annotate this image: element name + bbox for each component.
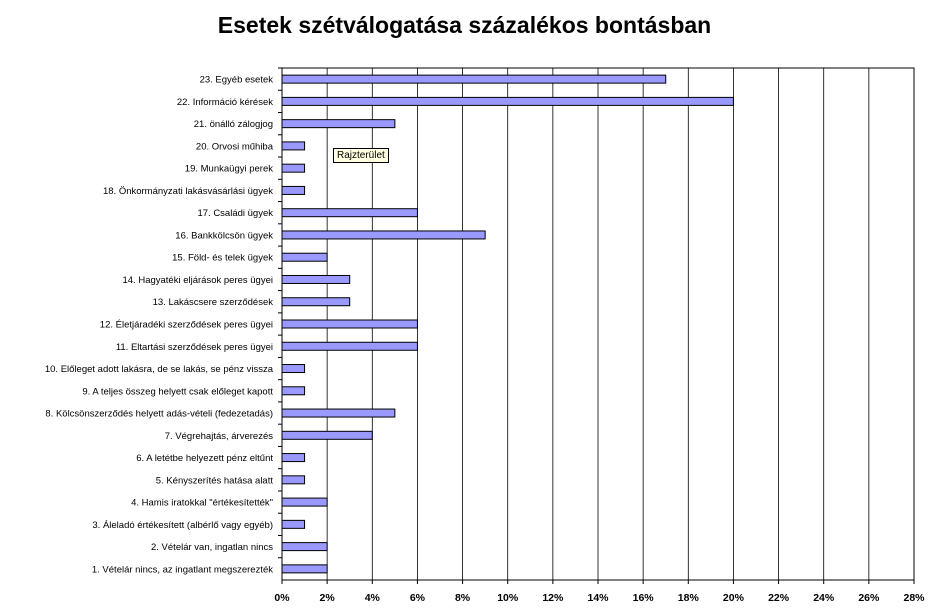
x-tick-label: 24% — [813, 592, 835, 604]
bar[interactable] — [282, 253, 327, 261]
x-tick-label: 16% — [632, 592, 654, 604]
category-label: 11. Eltartási szerződések peres ügyei — [115, 341, 273, 353]
bar[interactable] — [282, 231, 485, 239]
bar[interactable] — [282, 520, 305, 528]
bar[interactable] — [282, 275, 350, 283]
category-label: 1. Vételár nincs, az ingatlant megszerezték — [91, 564, 273, 576]
bar[interactable] — [282, 209, 417, 217]
x-tick-label: 18% — [677, 592, 699, 604]
bar[interactable] — [282, 365, 305, 373]
bar[interactable] — [282, 164, 305, 172]
category-label: 15. Föld- és telek ügyek — [172, 252, 273, 264]
category-label: 21. önálló zálogjog — [193, 119, 273, 131]
x-tick-label: 12% — [542, 592, 564, 604]
category-labels — [45, 68, 282, 575]
category-label: 3. Áleladó értékesített (albérlő vagy egyéb) — [92, 519, 273, 531]
bar[interactable] — [282, 186, 305, 194]
category-label: 14. Hagyatéki eljárások peres ügyei — [122, 274, 273, 286]
bar[interactable] — [282, 298, 350, 306]
category-label: 5. Kényszerítés hatása alatt — [155, 475, 273, 487]
category-label: 6. A letétbe helyezett pénz eltűnt — [136, 453, 273, 465]
x-tick-label: 14% — [587, 592, 609, 604]
category-label: 13. Lakáscsere szerződések — [152, 297, 273, 309]
bar[interactable] — [282, 498, 327, 506]
plot-area-tooltip: Rajzterület — [333, 148, 389, 163]
category-label: 17. Családi ügyek — [197, 208, 273, 220]
bar[interactable] — [282, 97, 733, 105]
x-tick-label: 2% — [319, 592, 335, 604]
bar[interactable] — [282, 342, 417, 350]
x-tick-label: 4% — [364, 592, 380, 604]
x-tick-label: 22% — [768, 592, 790, 604]
x-axis-ticks — [274, 580, 925, 604]
category-label: 12. Életjáradéki szerződések peres ügyei — [99, 319, 273, 331]
category-label: 2. Vételár van, ingatlan nincs — [151, 542, 273, 554]
x-tick-label: 6% — [409, 592, 426, 604]
category-label: 10. Előleget adott lakásra, de se lakás, se pénz vissza — [44, 364, 273, 376]
bar[interactable] — [282, 387, 305, 395]
bar[interactable] — [282, 75, 666, 83]
category-label: 8. Kölcsönszerződés helyett adás-vételi (fedezetadás) — [45, 408, 273, 420]
bar[interactable] — [282, 454, 305, 462]
category-label: 4. Hamis iratokkal "értékesítették" — [131, 497, 273, 509]
x-tick-label: 8% — [454, 592, 471, 604]
category-label: 20. Orvosi műhiba — [195, 141, 273, 153]
bar[interactable] — [282, 120, 395, 128]
bar[interactable] — [282, 476, 305, 484]
category-label: 19. Munkaügyi perek — [184, 163, 273, 175]
bar[interactable] — [282, 543, 327, 551]
category-label: 9. A teljes összeg helyett csak előleget kapott — [82, 386, 273, 398]
bar[interactable] — [282, 142, 305, 150]
bar[interactable] — [282, 320, 417, 328]
bar[interactable] — [282, 409, 395, 417]
chart-title: Esetek szétválogatása százalékos bontásban — [217, 12, 712, 38]
bar[interactable] — [282, 565, 327, 573]
category-label: 22. Információ kérések — [176, 96, 273, 108]
category-label: 23. Egyéb esetek — [199, 74, 273, 86]
category-label: 7. Végrehajtás, árverezés — [164, 430, 273, 442]
x-tick-label: 10% — [497, 592, 519, 604]
x-tick-label: 20% — [722, 592, 744, 604]
x-tick-label: 28% — [903, 592, 925, 604]
bar[interactable] — [282, 431, 372, 439]
x-tick-label: 26% — [858, 592, 880, 604]
category-label: 18. Önkormányzati lakásvásárlási ügyek — [102, 185, 273, 197]
x-tick-label: 0% — [274, 592, 290, 604]
category-label: 16. Bankkölcsön ügyek — [175, 230, 273, 242]
